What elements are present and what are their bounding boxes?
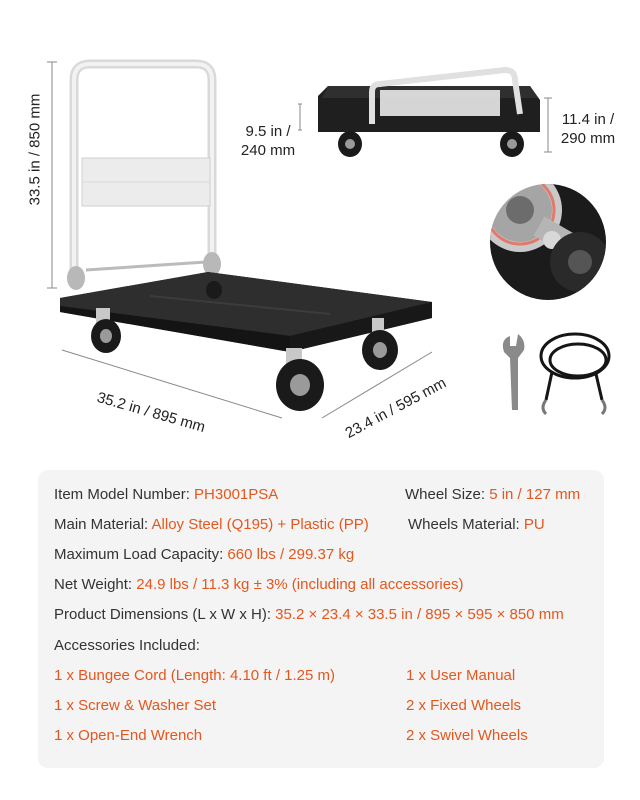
- spec-model-label: Item Model Number:: [54, 486, 195, 503]
- spec-model-value: PH3001PSA: [194, 486, 279, 503]
- spec-model: [54, 485, 278, 505]
- spec-product-dimensions-value: 35.2 × 23.4 × 33.5 in / 895 × 595 × 850 mm: [275, 606, 564, 623]
- spec-wheel-size: [405, 485, 580, 505]
- spec-weight: [54, 575, 464, 595]
- folded-cart: [298, 70, 552, 157]
- length-dimension-label: 35.2 in / 895 mm: [95, 388, 208, 437]
- accessory-item: 2 x Fixed Wheels: [406, 697, 522, 714]
- bungee-cord-icon: [541, 334, 609, 414]
- spec-load: [54, 545, 354, 565]
- accessory-item: 1 x Bungee Cord (Length: 4.10 ft / 1.25 m): [54, 667, 336, 684]
- spec-product-dimensions: [54, 605, 564, 625]
- spec-weight-value: 24.9 lbs / 11.3 kg ± 3% (including all accessories): [136, 576, 464, 593]
- spec-wheels-material-label: Wheels Material:: [408, 516, 524, 533]
- height-dimension-label: 33.5 in / 850 mm: [26, 93, 44, 206]
- folded-thickness-label: [553, 110, 623, 148]
- wheel-detail-closeup: [478, 168, 610, 300]
- height-dimension-line: [47, 62, 57, 288]
- folded-height-line2: 240 mm: [240, 142, 296, 159]
- spec-card: [38, 470, 604, 768]
- folded-height-label: [238, 122, 298, 160]
- spec-material-label: Main Material:: [54, 516, 152, 533]
- accessory-item: 1 x User Manual: [406, 667, 516, 684]
- folded-thickness-line2: 290 mm: [560, 130, 616, 147]
- spec-wheels-material-value: PU: [523, 516, 545, 533]
- spec-weight-label: Net Weight:: [54, 576, 137, 593]
- spec-product-dimensions-label: Product Dimensions (L x W x H):: [54, 606, 276, 623]
- spec-load-value: 660 lbs / 299.37 kg: [227, 546, 355, 563]
- spec-wheels-material: [408, 515, 545, 535]
- width-dimension-label: 23.4 in / 595 mm: [342, 374, 450, 442]
- spec-load-label: Maximum Load Capacity:: [54, 546, 228, 563]
- spec-wheel-size-value: 5 in / 127 mm: [489, 486, 581, 503]
- cart-handle: [67, 64, 221, 290]
- spec-material: [54, 515, 369, 535]
- accessory-item: 1 x Open-End Wrench: [54, 727, 203, 744]
- accessory-item: 1 x Screw & Washer Set: [54, 697, 216, 714]
- accessory-item: 2 x Swivel Wheels: [406, 727, 528, 744]
- spec-wheel-size-label: Wheel Size:: [405, 486, 490, 503]
- accessories-heading: Accessories Included:: [54, 637, 200, 654]
- wrench-icon: [503, 334, 525, 410]
- folded-height-line1: 9.5 in /: [245, 123, 291, 140]
- spec-material-value: Alloy Steel (Q195) + Plastic (PP): [151, 516, 369, 533]
- folded-thickness-line1: 11.4 in /: [561, 111, 615, 128]
